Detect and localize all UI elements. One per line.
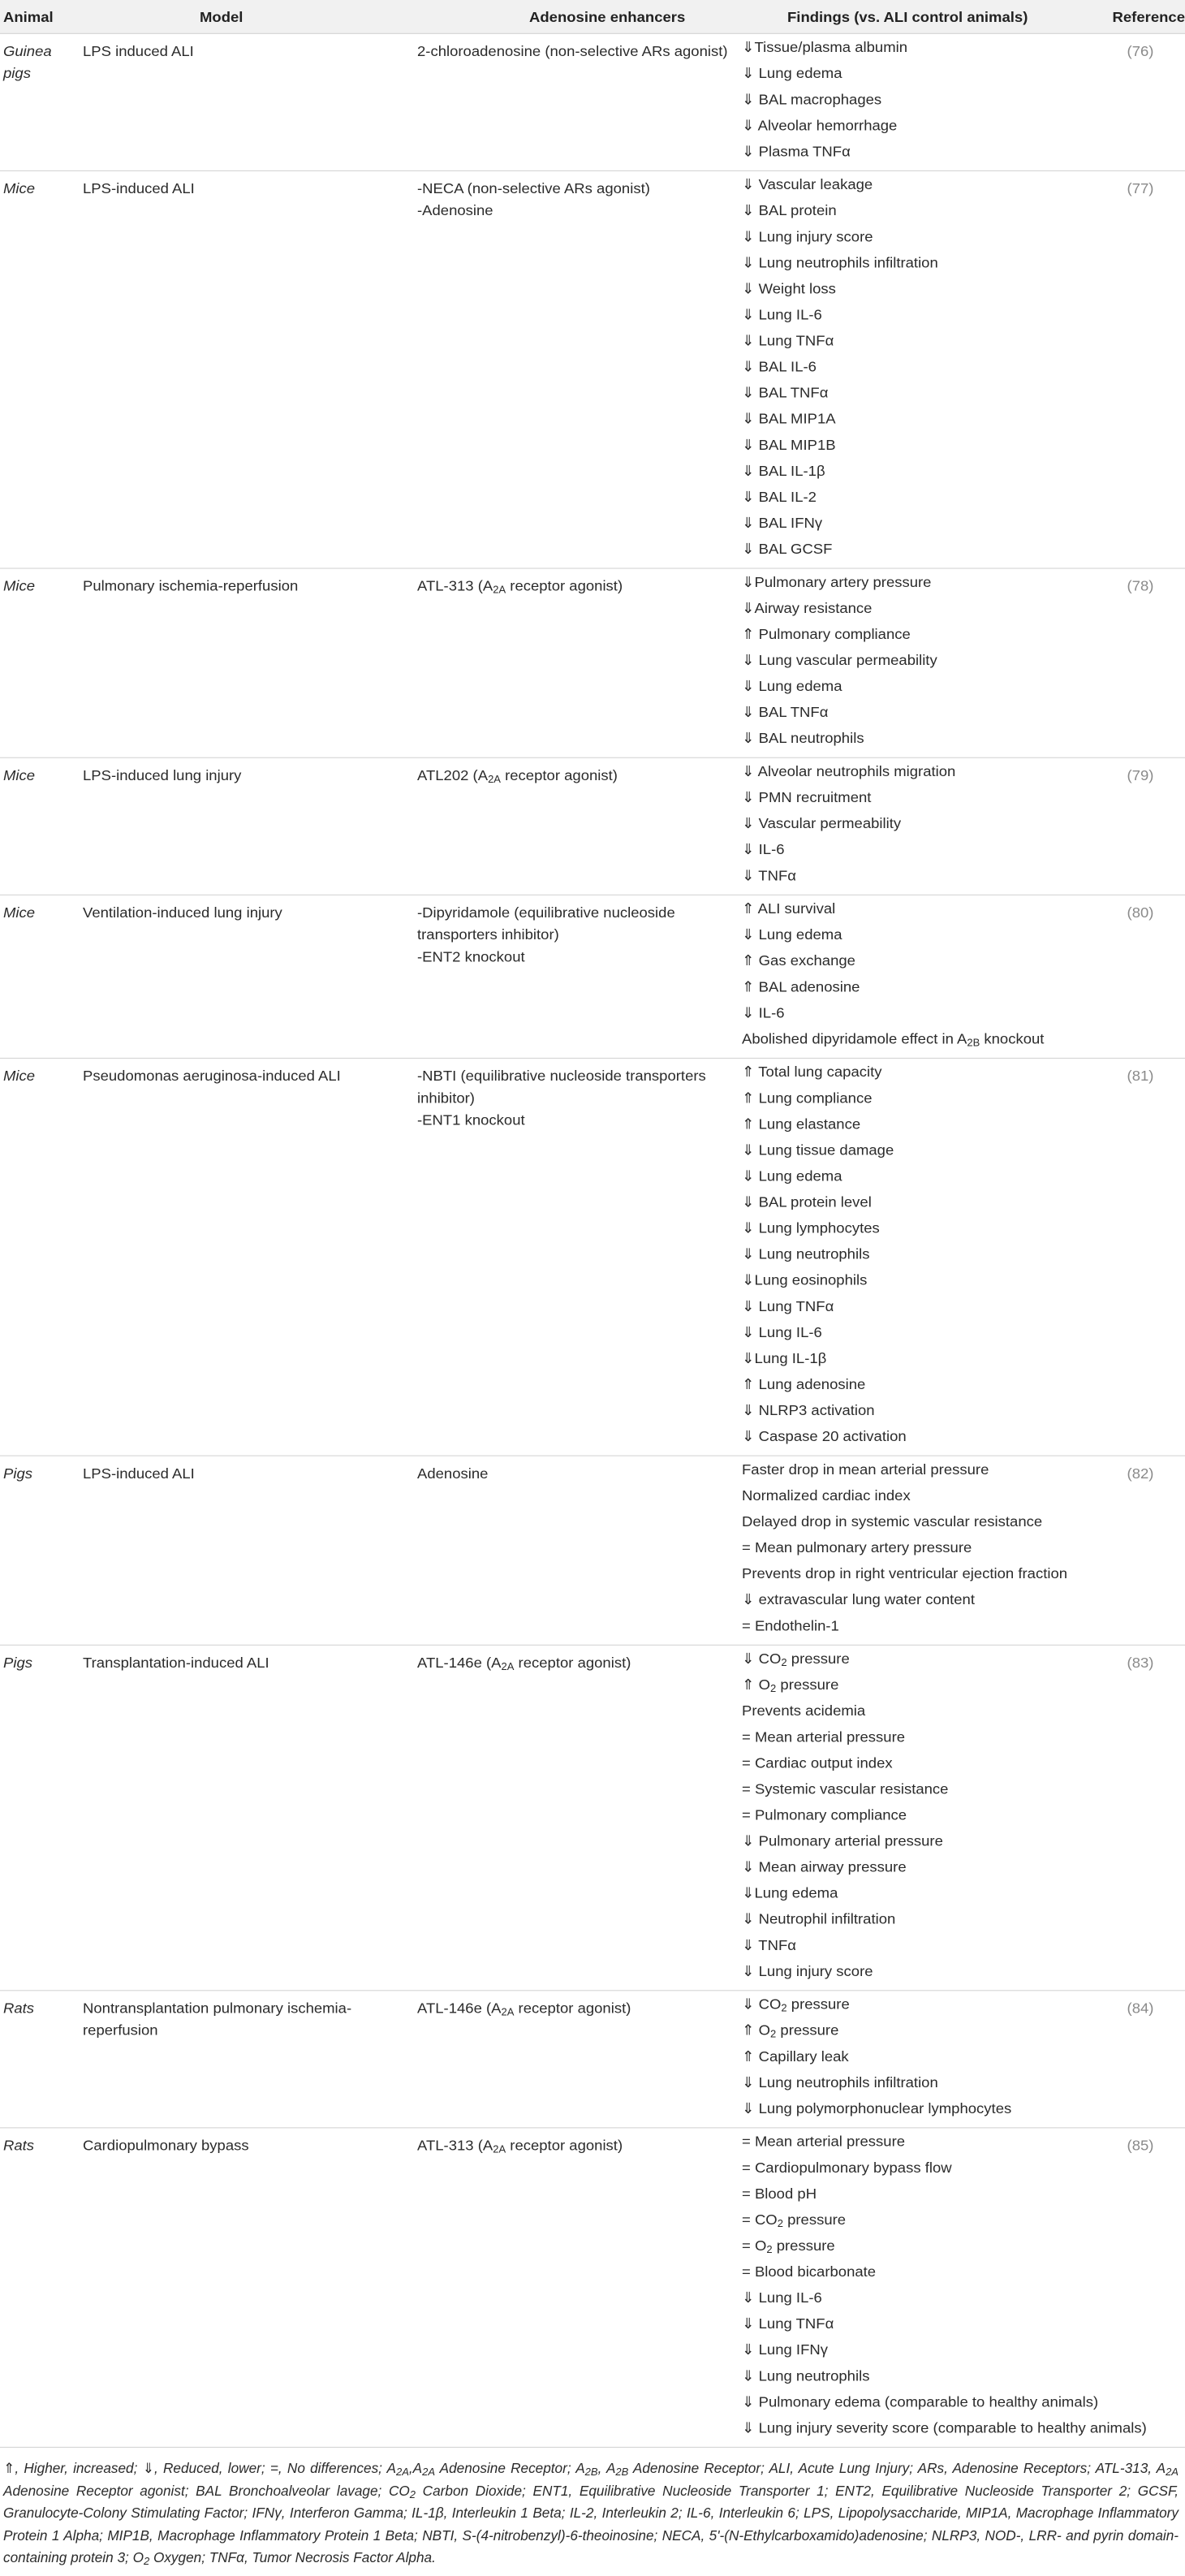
table-row	[0, 2128, 1185, 2447]
cell-findings	[742, 758, 1099, 888]
finding-item: ⇓ IL-6	[742, 1003, 785, 1021]
cell-enhancers	[417, 1997, 734, 2019]
cell-reference[interactable]: (80)	[1127, 904, 1154, 921]
finding-item: ⇓ BAL MIP1A	[742, 410, 836, 427]
cell-enhancers	[417, 902, 734, 969]
finding-item: ⇑ ALI survival	[742, 900, 836, 917]
header-model: Model	[200, 8, 243, 26]
finding-item: ⇓ TNFα	[742, 1936, 796, 1953]
cell-model: Ventilation-induced lung injury	[83, 904, 282, 921]
enhancer-item: 2-chloroadenosine (non-selective ARs agonist)	[417, 42, 728, 59]
cell-findings	[742, 1059, 1099, 1449]
cell-model: Nontransplantation pulmonary ischemia-reperfusion	[83, 2000, 352, 2039]
finding-item: ⇓ Pulmonary edema (comparable to healthy animals)	[742, 2393, 1099, 2410]
finding-item: = Endothelin-1	[742, 1616, 839, 1634]
enhancer-item: -Dipyridamole (equilibrative nucleoside transporters inhibitor)	[417, 904, 675, 943]
table-row	[0, 1646, 1185, 1991]
cell-animal: Pigs	[3, 1654, 32, 1671]
enhancer-item: ATL-146e ($A_{2A}$ receptor agonist)	[417, 1654, 631, 1672]
cell-enhancers	[417, 178, 734, 222]
finding-item: ⇑ Total lung capacity	[742, 1063, 882, 1081]
finding-item: ⇓ Lung injury score	[742, 1962, 873, 1979]
finding-item: ⇓ Vascular permeability	[742, 814, 902, 832]
enhancer-item: -Adenosine	[417, 201, 493, 219]
finding-item: = Blood bicarbonate	[742, 2263, 877, 2280]
finding-item: ⇓ BAL IFNγ	[742, 514, 823, 531]
finding-item: ⇓ Lung vascular permeability	[742, 651, 937, 668]
finding-item: ⇓ Lung neutrophils	[742, 1245, 870, 1262]
cell-findings	[742, 34, 1099, 164]
enhancer-item: -NECA (non-selective ARs agonist)	[417, 179, 650, 196]
finding-item: ⇓ Lung TNFα	[742, 1297, 834, 1314]
enhancer-item: ATL-313 ($A_{2A}$ receptor agonist)	[417, 577, 623, 596]
finding-item: ⇓ TNFα	[742, 866, 796, 884]
finding-item: ⇓ BAL GCSF	[742, 540, 833, 557]
finding-item: ⇑ Lung compliance	[742, 1089, 873, 1107]
table-footnote: ⇑, Higher, increased; ⇓, Reduced, lower; =, No differences; $A_{2A},A_{2A}$ Adenosine Receptor; $A_{2B}$, $A_{2B}$ Adenosine Receptor; ALI, Acute Lung Injury; ARs, Adenosine Receptors; ATL-313, $A_{2A}$ Adenosine Receptor agonist; BAL Bronchoalveolar lavage; $CO_2$ Carbon Dioxide; ENT1, Equilibrative Nucleoside Transporter 1; ENT2, Equilibrative Nucleoside Transporter 2; GCSF, Granulocyte-Colony Stimulating Factor; IFNγ, Interferon Gamma; IL-1β, Interleukin 1 Beta; IL-2, Interleukin 2; IL-6, Interleukin 6; LPS, Lipopolysaccharide, MIP1A, Macrophage Inflammatory Protein 1 Alpha; MIP1B, Macrophage Inflammatory Protein 1 Beta; NBTI, S-(4-nitrobenzyl)-6-theoinosine; NECA, 5'-(N-Ethylcarboxamido)adenosine; NLRP3, NOD-, LRR- and pyrin domain-containing protein 3; $O_2$ Oxygen; TNFα, Tumor Necrosis Factor Alpha.	[3, 2460, 1179, 2567]
table-header	[0, 0, 1185, 34]
finding-item: = Cardiopulmonary bypass flow	[742, 2159, 952, 2176]
cell-findings	[742, 171, 1099, 562]
cell-findings	[742, 895, 1099, 1051]
enhancer-item: -NBTI (equilibrative nucleoside transporters inhibitor)	[417, 1067, 706, 1107]
enhancer-item: -ENT1 knockout	[417, 1111, 525, 1128]
finding-item: ⇓ Lung IL-6	[742, 2289, 822, 2306]
finding-item: ⇓Lung eosinophils	[742, 1271, 868, 1288]
finding-item: ⇓ Alveolar hemorrhage	[742, 116, 898, 134]
finding-item: ⇑ Capillary leak	[742, 2047, 849, 2065]
finding-item: ⇓ Caspase 20 activation	[742, 1427, 907, 1444]
cell-reference[interactable]: (83)	[1127, 1654, 1154, 1671]
finding-item: ⇓ Lung neutrophils	[742, 2367, 870, 2384]
finding-item: = Mean arterial pressure	[742, 1728, 906, 1745]
finding-item: ⇑ Gas exchange	[742, 951, 855, 969]
finding-item: ⇓ Lung edema	[742, 64, 842, 82]
cell-reference[interactable]: (85)	[1127, 2137, 1154, 2154]
cell-animal: Rats	[3, 2137, 35, 2154]
finding-item: ⇓ Lung lymphocytes	[742, 1219, 880, 1236]
finding-item: = $CO_2$ pressure	[742, 2211, 847, 2229]
finding-item: ⇓Tissue/plasma albumin	[742, 38, 908, 56]
header-enhancers: Adenosine enhancers	[529, 8, 686, 26]
finding-item: ⇓ PMN recruitment	[742, 788, 872, 806]
finding-item: = Cardiac output index	[742, 1754, 893, 1771]
finding-item: = Mean pulmonary artery pressure	[742, 1538, 972, 1556]
cell-model: Pseudomonas aeruginosa-induced ALI	[83, 1067, 341, 1084]
finding-item: ⇓Lung edema	[742, 1884, 838, 1901]
finding-item: ⇑ Pulmonary compliance	[742, 625, 911, 642]
table-row	[0, 171, 1185, 569]
cell-model: Pulmonary ischemia-reperfusion	[83, 577, 299, 594]
enhancer-item: Adenosine	[417, 1465, 489, 1482]
finding-item: ⇓ BAL MIP1B	[742, 436, 836, 453]
cell-reference[interactable]: (82)	[1127, 1465, 1154, 1482]
finding-item: Prevents acidemia	[742, 1702, 866, 1719]
header-reference: Reference	[1112, 8, 1185, 26]
cell-reference[interactable]: (78)	[1127, 577, 1154, 594]
table-row	[0, 569, 1185, 758]
finding-item: Prevents drop in right ventricular ejection fraction	[742, 1564, 1068, 1582]
header-findings: Findings (vs. ALI control animals)	[787, 8, 1028, 26]
finding-item: ⇓ Mean airway pressure	[742, 1858, 907, 1875]
finding-item: ⇑ Lung elastance	[742, 1115, 861, 1133]
finding-item: ⇓ BAL TNFα	[742, 384, 829, 401]
cell-animal: Mice	[3, 766, 36, 783]
table-row	[0, 1059, 1185, 1456]
finding-item: ⇓ BAL IL-2	[742, 488, 817, 505]
enhancer-item: -ENT2 knockout	[417, 947, 525, 965]
cell-findings	[742, 1646, 1099, 1984]
cell-enhancers	[417, 1065, 734, 1132]
finding-item: ⇓Lung IL-1β	[742, 1349, 827, 1366]
cell-reference[interactable]: (77)	[1127, 179, 1154, 196]
cell-model: LPS-induced ALI	[83, 179, 195, 196]
cell-model: Transplantation-induced ALI	[83, 1654, 269, 1671]
finding-item: ⇓ NLRP3 activation	[742, 1401, 875, 1418]
finding-item: = Pulmonary compliance	[742, 1806, 907, 1823]
finding-item: ⇑ BAL adenosine	[742, 977, 860, 995]
finding-item: Abolished dipyridamole effect in $A_{2B}$ knockout	[742, 1029, 1045, 1049]
finding-item: Normalized cardiac index	[742, 1486, 911, 1504]
finding-item: ⇓ Lung IL-6	[742, 305, 822, 323]
finding-item: = Systemic vascular resistance	[742, 1780, 949, 1797]
cell-reference[interactable]: (84)	[1127, 2000, 1154, 2017]
finding-item: ⇓ BAL TNFα	[742, 703, 829, 721]
finding-item: ⇓ Lung injury severity score (comparable to healthy animals)	[742, 2419, 1147, 2436]
table-body	[0, 34, 1185, 2448]
table-row	[0, 1456, 1185, 1646]
finding-item: ⇓Airway resistance	[742, 599, 873, 616]
finding-item: = $O_2$ pressure	[742, 2237, 835, 2255]
finding-item: ⇓ Lung neutrophils infiltration	[742, 253, 938, 271]
finding-item: ⇑ $O_2$ pressure	[742, 2022, 839, 2040]
finding-item: ⇓ Lung IL-6	[742, 1323, 822, 1340]
finding-item: ⇓ Lung injury score	[742, 227, 873, 245]
enhancer-item: ATL-313 ($A_{2A}$ receptor agonist)	[417, 2137, 623, 2155]
finding-item: ⇓ Lung neutrophils infiltration	[742, 2073, 938, 2091]
enhancer-item: ATL202 ($A_{2A}$ receptor agonist)	[417, 766, 618, 785]
finding-item: ⇓ Neutrophil infiltration	[742, 1910, 896, 1927]
finding-item: ⇓ Lung TNFα	[742, 2315, 834, 2332]
finding-item: ⇑ Lung adenosine	[742, 1375, 866, 1392]
finding-item: ⇓ BAL neutrophils	[742, 729, 864, 747]
enhancer-item: ATL-146e ($A_{2A}$ receptor agonist)	[417, 2000, 631, 2018]
finding-item: ⇑ $O_2$ pressure	[742, 1676, 839, 1694]
finding-item: ⇓ Alveolar neutrophils migration	[742, 762, 956, 779]
cell-animal: Mice	[3, 904, 36, 921]
finding-item: ⇓ $CO_2$ pressure	[742, 1996, 850, 2014]
finding-item: ⇓ Lung IFNγ	[742, 2341, 828, 2358]
cell-animal: Mice	[3, 1067, 36, 1084]
finding-item: ⇓ BAL IL-6	[742, 358, 817, 375]
cell-findings	[742, 569, 1099, 751]
cell-enhancers	[417, 2134, 734, 2156]
finding-item: = Mean arterial pressure	[742, 2133, 906, 2150]
cell-model: LPS induced ALI	[83, 42, 194, 59]
finding-item: ⇓ $CO_2$ pressure	[742, 1650, 850, 1668]
finding-item: ⇓ BAL macrophages	[742, 90, 882, 108]
header-animal: Animal	[3, 8, 54, 26]
finding-item: = Blood pH	[742, 2185, 817, 2202]
finding-item: ⇓ BAL IL-1β	[742, 462, 825, 479]
cell-animal: Guinea pigs	[3, 42, 52, 82]
cell-animal: Mice	[3, 179, 36, 196]
cell-enhancers	[417, 41, 734, 63]
finding-item: ⇓ Lung tissue damage	[742, 1141, 894, 1159]
cell-enhancers	[417, 575, 734, 597]
table-row	[0, 1991, 1185, 2128]
table-row	[0, 758, 1185, 895]
table-row	[0, 895, 1185, 1059]
finding-item: Delayed drop in systemic vascular resistance	[742, 1512, 1043, 1530]
table-row	[0, 34, 1185, 171]
cell-findings	[742, 1991, 1099, 2121]
finding-item: ⇓ Lung edema	[742, 926, 842, 943]
cell-findings	[742, 1456, 1099, 1638]
cell-enhancers	[417, 764, 734, 786]
finding-item: ⇓ BAL protein	[742, 201, 837, 219]
finding-item: ⇓ Weight loss	[742, 279, 836, 297]
cell-reference[interactable]: (79)	[1127, 766, 1154, 783]
cell-model: Cardiopulmonary bypass	[83, 2137, 249, 2154]
cell-reference[interactable]: (76)	[1127, 42, 1154, 59]
finding-item: ⇓ Vascular leakage	[742, 175, 873, 193]
finding-item: ⇓ Plasma TNFα	[742, 142, 851, 160]
cell-animal: Mice	[3, 577, 36, 594]
cell-enhancers	[417, 1462, 734, 1484]
finding-item: ⇓ Lung edema	[742, 1167, 842, 1184]
finding-item: ⇓ Lung polymorphonuclear lymphocytes	[742, 2099, 1012, 2116]
cell-enhancers	[417, 1652, 734, 1674]
finding-item: ⇓ Lung edema	[742, 677, 842, 695]
cell-model: LPS-induced lung injury	[83, 766, 242, 783]
cell-animal: Rats	[3, 2000, 35, 2017]
finding-item: ⇓ extravascular lung water content	[742, 1590, 975, 1608]
finding-item: ⇓Pulmonary artery pressure	[742, 573, 932, 590]
cell-reference[interactable]: (81)	[1127, 1067, 1154, 1084]
finding-item: ⇓ Lung TNFα	[742, 332, 834, 349]
finding-item: ⇓ BAL protein level	[742, 1193, 872, 1210]
finding-item: Faster drop in mean arterial pressure	[742, 1461, 989, 1478]
finding-item: ⇓ Pulmonary arterial pressure	[742, 1832, 943, 1849]
finding-item: ⇓ IL-6	[742, 840, 785, 858]
cell-model: LPS-induced ALI	[83, 1465, 195, 1482]
cell-animal: Pigs	[3, 1465, 32, 1482]
